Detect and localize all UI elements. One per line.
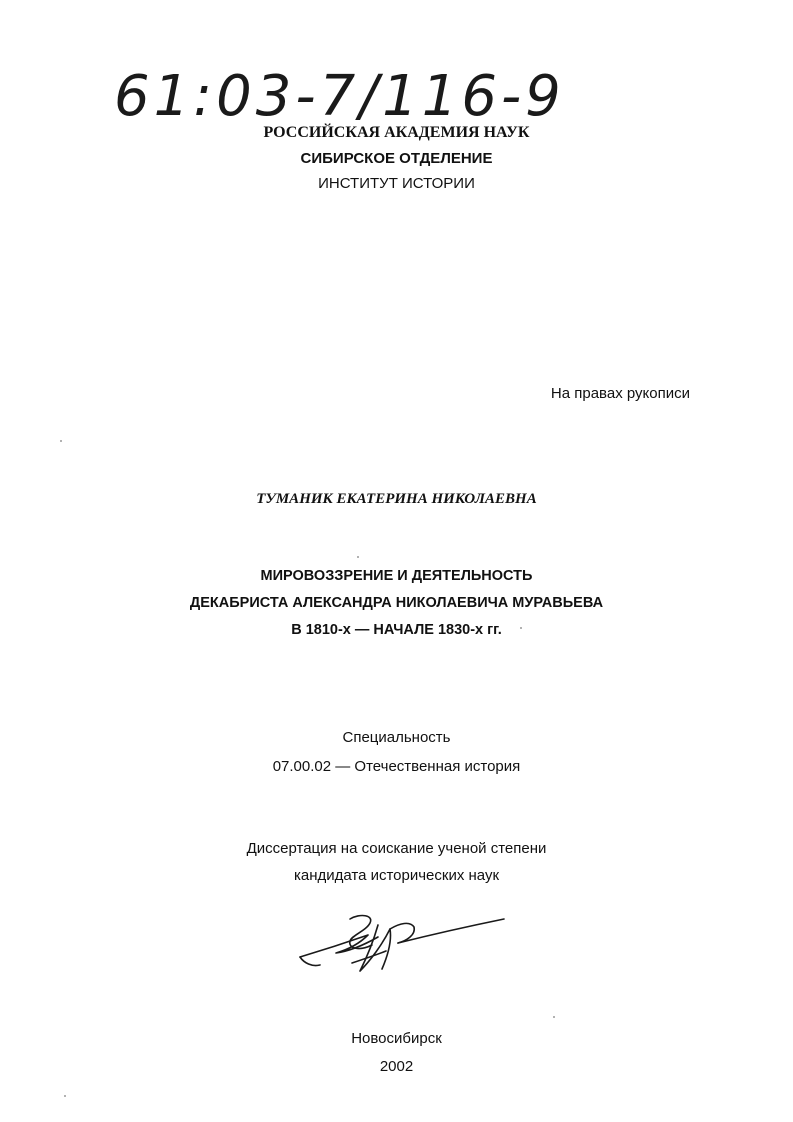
scan-speck <box>64 1095 66 1097</box>
year: 2002 <box>379 1058 414 1075</box>
rights-notice: На правах рукописи <box>550 385 690 402</box>
author-name: ТУМАНИК ЕКАТЕРИНА НИКОЛАЕВНА <box>256 491 537 507</box>
signature <box>290 905 510 985</box>
title-line-1: МИРОВОЗЗРЕНИЕ И ДЕЯТЕЛЬНОСТЬ <box>260 568 533 584</box>
scan-speck <box>357 556 359 558</box>
organization-academy: РОССИЙСКАЯ АКАДЕМИЯ НАУК <box>263 124 530 141</box>
scan-speck <box>520 627 522 629</box>
dissertation-line-2: кандидата исторических наук <box>293 867 500 884</box>
specialty-value: 07.00.02 — Отечественная история <box>272 758 521 775</box>
organization-institute: ИНСТИТУТ ИСТОРИИ <box>318 175 475 192</box>
specialty-label: Специальность <box>342 729 451 746</box>
scan-speck <box>60 440 62 442</box>
city: Новосибирск <box>351 1030 442 1047</box>
title-line-3: В 1810-х — НАЧАЛЕ 1830-х гг. <box>291 622 502 638</box>
svg-text:61:03-7/116-9: 61:03-7/116-9 <box>114 64 565 129</box>
title-line-2: ДЕКАБРИСТА АЛЕКСАНДРА НИКОЛАЕВИЧА МУРАВЬЕВА <box>189 595 604 611</box>
organization-branch: СИБИРСКОЕ ОТДЕЛЕНИЕ <box>300 150 493 167</box>
dissertation-line-1: Диссертация на соискание ученой степени <box>246 840 547 857</box>
scan-speck <box>553 1016 555 1018</box>
handwritten-archive-number <box>110 55 570 130</box>
